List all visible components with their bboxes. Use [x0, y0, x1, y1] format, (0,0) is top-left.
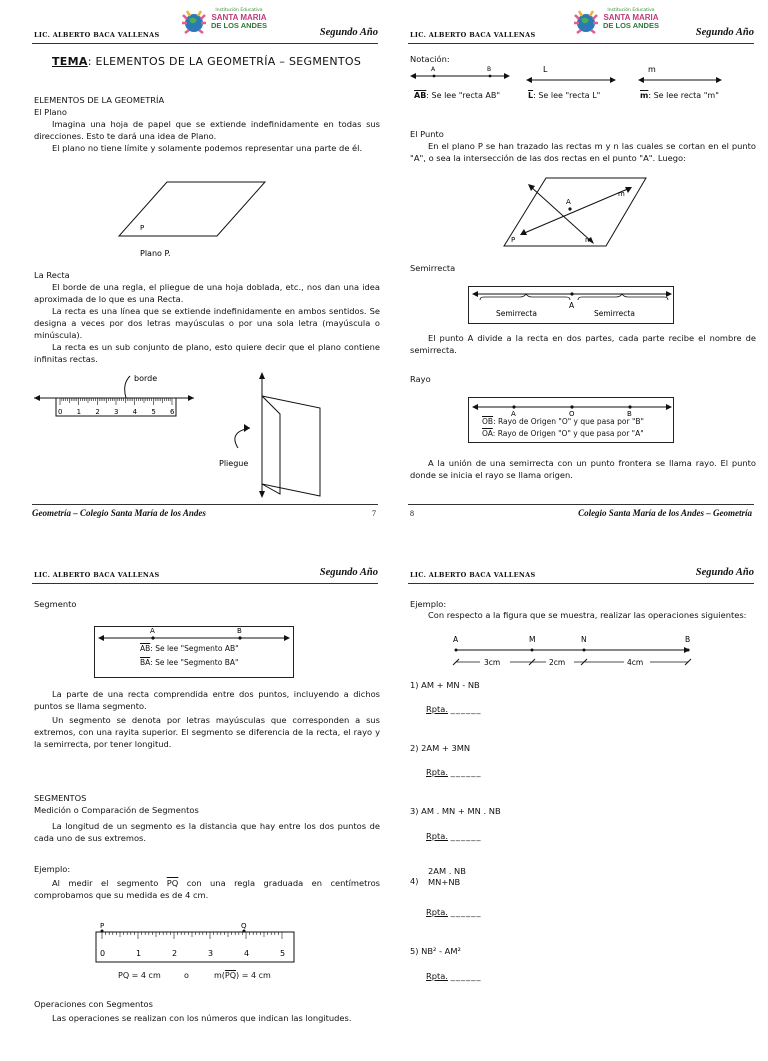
- rpta-label: Rpta.: [426, 704, 449, 714]
- header-author: LIC. ALBERTO BACA VALLENAS: [410, 30, 536, 39]
- segment-point-b: B: [237, 627, 242, 635]
- answer-blank: ______: [450, 907, 482, 917]
- logo-line-2: DE LOS ANDES: [211, 21, 267, 31]
- pq-equation: PQ = 4 cm: [118, 971, 161, 980]
- point-b: B: [685, 635, 691, 644]
- rayo-oa-text: : Rayo de Origen "O" y que pasa por "A": [492, 429, 644, 438]
- logo-line-1: SANTA MARIA: [211, 12, 267, 22]
- symbol-ab: $\overline{AB}$: [414, 91, 427, 100]
- header-grade: Segundo Año: [319, 566, 378, 578]
- recta-paragraph-2: La recta es una línea que se extiende indefinidamente en ambos sentidos. Se designa a veces por dos letras mayúsculas o por una sola letra (mayúscula o minúscula).: [34, 306, 380, 341]
- segmentos-heading: SEGMENTOS: [34, 793, 87, 803]
- logo-line-1: SANTA MARIA: [603, 12, 659, 22]
- borde-label: borde: [134, 374, 158, 383]
- tema-text: : ELEMENTOS DE LA GEOMETRÍA – SEGMENTOS: [87, 55, 362, 68]
- globe-hands-icon: [180, 7, 208, 43]
- fraction-numerator: 2AM . NB: [428, 866, 466, 876]
- notation-label-l: L: [543, 65, 548, 74]
- notation-m: [640, 90, 719, 102]
- distance-mn: 2cm: [549, 658, 566, 667]
- rayo-ob: [482, 417, 644, 428]
- segmento-ba-text: : Se lee "Segmento BA": [150, 658, 239, 667]
- point-n: N: [581, 635, 587, 644]
- amnb-segment-diagram: [398, 630, 758, 680]
- ruler-tick-label: 5: [280, 949, 286, 958]
- notation-m-text: : Se lee recta "m": [648, 91, 719, 100]
- answer-blank: ______: [450, 767, 482, 777]
- measure-prefix: m(: [214, 971, 225, 980]
- question-2: 2) 2AM + 3MN: [410, 743, 471, 753]
- answer-4[interactable]: [426, 906, 482, 918]
- ruler-tick-label: 5: [151, 408, 156, 416]
- page-8: [398, 6, 758, 518]
- plano-paragraph-2: El plano no tiene límite y solamente podemos representar una parte de él.: [52, 143, 363, 153]
- page-footer: [32, 504, 378, 520]
- ruler-and-fold-diagram: [22, 366, 382, 506]
- page-header: [408, 6, 754, 44]
- semirrecta-right-label: Semirrecta: [594, 309, 635, 318]
- plane-label-p: P: [511, 236, 516, 244]
- medicion-heading: Medición o Comparación de Segmentos: [34, 805, 199, 815]
- question-5: 5) NB² - AM²: [410, 946, 461, 956]
- point-a: A: [453, 635, 459, 644]
- question-1: 1) AM + MN - NB: [410, 680, 480, 690]
- rpta-label: Rpta.: [426, 971, 449, 981]
- ruler-ticks: [102, 932, 282, 939]
- rpta-label: Rpta.: [426, 907, 449, 917]
- symbol-oa: $\overline{OA}$: [482, 429, 493, 438]
- footer-text: Colegio Santa María de los Andes – Geometría: [578, 508, 752, 518]
- symbol-pq: $\overline{PQ}$: [166, 878, 179, 888]
- tema-label: TEMA: [52, 55, 88, 68]
- ejemplo-heading: Ejemplo:: [34, 864, 71, 874]
- point-m: M: [529, 635, 536, 644]
- rayo-point-b: B: [627, 410, 632, 418]
- footer-text: Geometría – Colegio Santa María de los Andes: [32, 508, 206, 518]
- plano-heading: El Plano: [34, 107, 67, 117]
- punto-paragraph: En el plano P se han trazado las rectas m y n las cuales se cortan en el punto "A", o sea la intersección de las dos rectas en el punto "A". Luego:: [410, 141, 756, 164]
- symbol-segment-ba: $\overline{BA}$: [140, 658, 151, 667]
- semirrecta-left-label: Semirrecta: [496, 309, 537, 318]
- answer-blank: ______: [450, 704, 482, 714]
- rpta-label: Rpta.: [426, 767, 449, 777]
- page-number: 7: [372, 509, 376, 518]
- notation-point-a: A: [431, 66, 436, 73]
- symbol-l: $\overline{L}$: [528, 91, 534, 100]
- symbol-segment-ab: $\overline{AB}$: [140, 644, 151, 653]
- recta-heading: La Recta: [34, 270, 70, 280]
- recta-paragraph-1: El borde de una regla, el pliegue de una hoja doblada, etc., nos dan una idea aproximada de lo que es una Recta.: [34, 282, 380, 305]
- question-3: 3) AM . MN + MN . NB: [410, 806, 501, 816]
- question-4-number: 4): [410, 876, 419, 886]
- ruler-tick-label: 1: [76, 408, 82, 416]
- page-9: [22, 556, 382, 1061]
- notation-l: [528, 90, 600, 102]
- medicion-paragraph: La longitud de un segmento es la distancia que hay entre los dos puntos de cada uno de sus extremos.: [34, 821, 380, 844]
- ruler-tick-label: 4: [244, 949, 250, 958]
- rayo-point-o: O: [569, 410, 575, 418]
- notation-l-text: : Se lee "recta L": [533, 91, 601, 100]
- semirrecta-paragraph: El punto A divide a la recta en dos partes, cada parte recibe el nombre de semirrecta.: [410, 333, 756, 356]
- segmento-heading: Segmento: [34, 599, 77, 609]
- ruler-point-p: P: [100, 922, 105, 930]
- logo-caption: Institución Educativa: [215, 8, 263, 13]
- answer-blank: ______: [450, 971, 482, 981]
- answer-1[interactable]: [426, 703, 482, 715]
- ruler-tick-label: 6: [170, 408, 175, 416]
- ruler-tick-label: 3: [114, 408, 119, 416]
- recta-paragraph-3: La recta es un sub conjunto de plano, esto quiere decir que el plano contiene infinitas rectas.: [34, 342, 380, 365]
- notation-label-m: m: [648, 65, 656, 74]
- notation-ab: [414, 90, 500, 102]
- page-title: [52, 54, 361, 70]
- ruler-tick-label: 2: [172, 949, 178, 958]
- rayo-point-a: A: [511, 410, 516, 418]
- line-label-n: n: [585, 236, 590, 244]
- ejemplo-text-after: con una regla graduada en centímetros comprobamos que su medida es de 4 cm.: [34, 878, 380, 901]
- header-author: LIC. ALBERTO BACA VALLENAS: [34, 30, 160, 39]
- semirrecta-point-a: A: [569, 301, 575, 310]
- rayo-paragraph: A la unión de una semirrecta con un punto frontera se llama rayo. El punto donde se inicia el rayo se llama origen.: [410, 458, 756, 481]
- rayo-oa: [482, 429, 644, 440]
- segmento-paragraph-2: Un segmento se denota por letras mayúsculas que corresponden a sus extremos, con una rayita superior. El segmento se diferencia de la recta, el rayo y la semirrecta, por tener longitud.: [34, 715, 380, 750]
- rayo-heading: Rayo: [410, 374, 431, 384]
- answer-blank: ______: [450, 831, 482, 841]
- ruler-point-q: Q: [241, 922, 247, 930]
- page-header: [32, 6, 378, 44]
- intersecting-lines-diagram: [398, 174, 758, 254]
- page-10: [398, 556, 758, 1061]
- header-author: LIC. ALBERTO BACA VALLENAS: [410, 570, 536, 579]
- page-number: 8: [410, 509, 414, 518]
- pq-or: o: [184, 971, 189, 980]
- fraction-denominator: MN+NB: [428, 876, 461, 887]
- segmento-ba: [140, 658, 238, 669]
- rpta-label: Rpta.: [426, 831, 449, 841]
- header-grade: Segundo Año: [695, 566, 754, 578]
- answer-3[interactable]: [426, 830, 482, 842]
- header-grade: Segundo Año: [695, 26, 754, 38]
- logo-caption: Institución Educativa: [607, 8, 655, 13]
- school-logo: [180, 6, 272, 44]
- page-7: [22, 6, 382, 518]
- ruler-tick-label: 1: [136, 949, 142, 958]
- section-heading: ELEMENTOS DE LA GEOMETRÍA: [34, 95, 165, 105]
- header-grade: Segundo Año: [319, 26, 378, 38]
- header-author: LIC. ALBERTO BACA VALLENAS: [34, 570, 160, 579]
- ruler-tick-label: 0: [100, 949, 106, 958]
- school-logo: [572, 6, 664, 44]
- ruler-tick-label: 2: [95, 408, 100, 416]
- pq-ruler-diagram: [22, 918, 382, 988]
- symbol-pq-measure: $\overline{PQ}$: [224, 971, 237, 980]
- segmento-paragraph-1: La parte de una recta comprendida entre dos puntos, incluyendo a dichos puntos se llama segmento.: [34, 689, 380, 712]
- notation-point-b: B: [487, 66, 492, 73]
- semirrecta-heading: Semirrecta: [410, 263, 456, 273]
- page-footer: [408, 504, 754, 518]
- answer-5[interactable]: [426, 970, 482, 982]
- ruler-tick-label: 4: [132, 408, 138, 416]
- rayo-ob-text: : Rayo de Origen "O" y que pasa por "B": [493, 417, 644, 426]
- measure-suffix: ) = 4 cm: [236, 971, 271, 980]
- plane-label: P: [140, 224, 145, 232]
- rayo-diagram: [398, 397, 758, 417]
- operaciones-paragraph: Las operaciones se realizan con los números que indican las longitudes.: [52, 1013, 352, 1023]
- segmento-ab: [140, 644, 239, 655]
- answer-2[interactable]: [426, 766, 482, 778]
- symbol-ob: $\overline{OB}$: [482, 417, 494, 426]
- operaciones-heading: Operaciones con Segmentos: [34, 999, 153, 1009]
- ejemplo-text-before: Al medir el segmento: [52, 878, 167, 888]
- distance-am: 3cm: [484, 658, 501, 667]
- ejemplo-paragraph: [34, 877, 380, 901]
- pliegue-label: Pliegue: [219, 459, 249, 468]
- page-header: [32, 556, 378, 584]
- logo-line-2: DE LOS ANDES: [603, 21, 659, 31]
- segmento-ab-text: : Se lee "Segmento AB": [150, 644, 239, 653]
- line-label-m: m: [618, 190, 625, 198]
- plane-caption: Plano P.: [140, 249, 171, 258]
- plano-paragraph-1: Imagina una hoja de papel que se extiende indefinidamente en todas sus direcciones. Esto te dará una idea de Plano.: [34, 119, 380, 142]
- distance-nb: 4cm: [627, 658, 644, 667]
- ruler-tick-labels: [58, 408, 175, 416]
- segment-point-a: A: [150, 627, 155, 635]
- plane-diagram: [22, 176, 382, 276]
- globe-hands-icon: [572, 7, 600, 43]
- intersection-point-a: A: [566, 198, 571, 206]
- semirrecta-diagram: [398, 286, 758, 326]
- ruler-tick-labels: [100, 949, 285, 958]
- ruler-tick-label: 3: [208, 949, 214, 958]
- notacion-heading: Notación:: [410, 54, 450, 64]
- ruler-tick-label: 0: [58, 408, 63, 416]
- page-header: [408, 556, 754, 584]
- punto-heading: El Punto: [410, 129, 444, 139]
- question-4-fraction: [428, 866, 466, 888]
- symbol-m: $\overline{m}$: [640, 91, 649, 100]
- pq-measure: [214, 970, 271, 982]
- ruler-ticks: [60, 398, 172, 405]
- notation-ab-text: : Se lee "recta AB": [426, 91, 501, 100]
- ejemplo-paragraph: Con respecto a la figura que se muestra, realizar las operaciones siguientes:: [428, 610, 747, 620]
- ejemplo-heading: Ejemplo:: [410, 599, 447, 609]
